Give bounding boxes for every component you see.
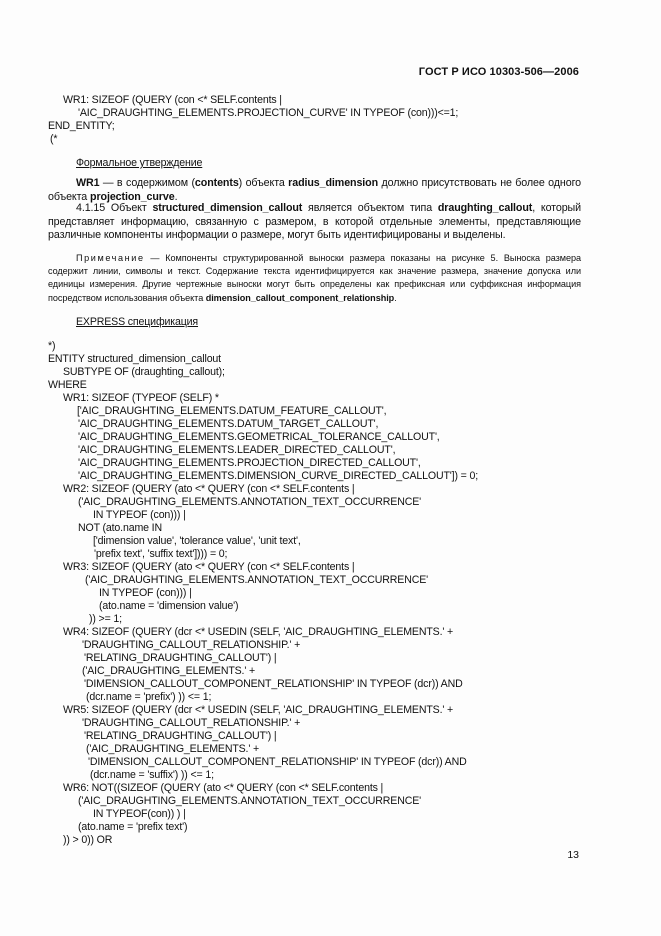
code-line: 'RELATING_DRAUGHTING_CALLOUT') | [84,730,277,742]
code-line: ('AIC_DRAUGHTING_ELEMENTS.' + [82,665,256,677]
code-line: 'AIC_DRAUGHTING_ELEMENTS.PROJECTION_CURVE' IN TYPEOF (con)))<=1; [78,107,459,119]
code-line: 'AIC_DRAUGHTING_ELEMENTS.LEADER_DIRECTED_CALLOUT', [78,444,396,456]
code-line: ENTITY structured_dimension_callout [48,353,221,365]
code-line: WR4: SIZEOF (QUERY (dcr <* USEDIN (SELF, 'AIC_DRAUGHTING_ELEMENTS.' + [63,626,454,638]
code-line: 'prefix text', 'suffix text']))) = 0; [94,548,228,560]
code-line: 'AIC_DRAUGHTING_ELEMENTS.DATUM_TARGET_CALLOUT', [78,418,379,430]
section-heading-express: EXPRESS спецификация [76,316,199,328]
code-line: 'DIMENSION_CALLOUT_COMPONENT_RELATIONSHIP' IN TYPEOF (dcr)) AND [84,678,463,690]
code-line: WR3: SIZEOF (QUERY (ato <* QUERY (con <* SELF.contents | [63,561,355,573]
document-header: ГОСТ Р ИСО 10303-506—2006 [418,66,579,78]
code-line: WR1: SIZEOF (QUERY (con <* SELF.contents | [63,94,282,106]
code-line: (dcr.name = 'prefix') )) <= 1; [86,691,212,703]
code-line: )) > 0)) OR [63,834,113,846]
code-line: 'AIC_DRAUGHTING_ELEMENTS.PROJECTION_DIRECTED_CALLOUT', [78,457,421,469]
code-line: 'DRAUGHTING_CALLOUT_RELATIONSHIP.' + [82,717,301,729]
code-line: IN TYPEOF(con)) ) | [93,808,186,820]
code-line: 'AIC_DRAUGHTING_ELEMENTS.DIMENSION_CURVE_DIRECTED_CALLOUT']) = 0; [78,470,478,482]
code-line: ('AIC_DRAUGHTING_ELEMENTS.ANNOTATION_TEXT_OCCURRENCE' [85,574,428,586]
code-line: ('AIC_DRAUGHTING_ELEMENTS.ANNOTATION_TEXT_OCCURRENCE' [78,795,421,807]
code-line: )) >= 1; [89,613,122,625]
code-line: 'DIMENSION_CALLOUT_COMPONENT_RELATIONSHIP' IN TYPEOF (dcr)) AND [88,756,467,768]
code-line: END_ENTITY; [48,120,115,132]
code-line: *) [48,340,56,352]
code-line: WR6: NOT((SIZEOF (QUERY (ato <* QUERY (con <* SELF.contents | [63,782,384,794]
section-4-1-15-paragraph: 4.1.15 Объект structured_dimension_callout является объектом типа draughting_callout, который представляет информацию, связанную с размером, в которой отдельные элементы, представляющие различные компоненты информации о размере, могут быть идентифицированы и выделены. [48,202,582,242]
code-line: ['AIC_DRAUGHTING_ELEMENTS.DATUM_FEATURE_CALLOUT', [77,405,387,417]
code-line: SUBTYPE OF (draughting_callout); [63,366,225,378]
page-number: 13 [567,849,579,861]
code-line: IN TYPEOF (con))) | [99,587,192,599]
code-line: (ato.name = 'prefix text') [78,821,188,833]
code-line: (dcr.name = 'suffix') )) <= 1; [90,769,214,781]
code-line: WHERE [48,379,87,391]
code-line: ['dimension value', 'tolerance value', 'unit text', [93,535,301,547]
code-line: 'RELATING_DRAUGHTING_CALLOUT') | [84,652,277,664]
section-heading-formal: Формальное утверждение [76,157,203,169]
code-line: ('AIC_DRAUGHTING_ELEMENTS.ANNOTATION_TEXT_OCCURRENCE' [78,496,421,508]
note-paragraph: Примечание — Компоненты структурированной выноски размера показаны на рисунке 5. Выноска размера содержит линии, символы и текст. Содержание текста идентифицируется как значение размера, значение допуска или единицы измерения. Другие чертежные выноски могут быть определены как префиксная или суффиксная информация посредством использования объекта dimension_callout_component_relationship. [48,253,581,303]
code-line: WR2: SIZEOF (QUERY (ato <* QUERY (con <* SELF.contents | [63,483,355,495]
code-line: (* [50,133,58,145]
code-line: WR5: SIZEOF (QUERY (dcr <* USEDIN (SELF, 'AIC_DRAUGHTING_ELEMENTS.' + [63,704,454,716]
code-line: 'DRAUGHTING_CALLOUT_RELATIONSHIP.' + [82,639,301,651]
code-line: WR1: SIZEOF (TYPEOF (SELF) * [63,392,219,404]
wr1-paragraph: WR1 — в содержимом (contents) объекта radius_dimension должно присутствовать не более одного объекта projection_curve. [48,177,581,203]
code-line: IN TYPEOF (con))) | [93,509,186,521]
code-line: (ato.name = 'dimension value') [99,600,239,612]
code-line: 'AIC_DRAUGHTING_ELEMENTS.GEOMETRICAL_TOLERANCE_CALLOUT', [78,431,440,443]
code-line: NOT (ato.name IN [78,522,162,534]
code-line: ('AIC_DRAUGHTING_ELEMENTS.' + [86,743,260,755]
